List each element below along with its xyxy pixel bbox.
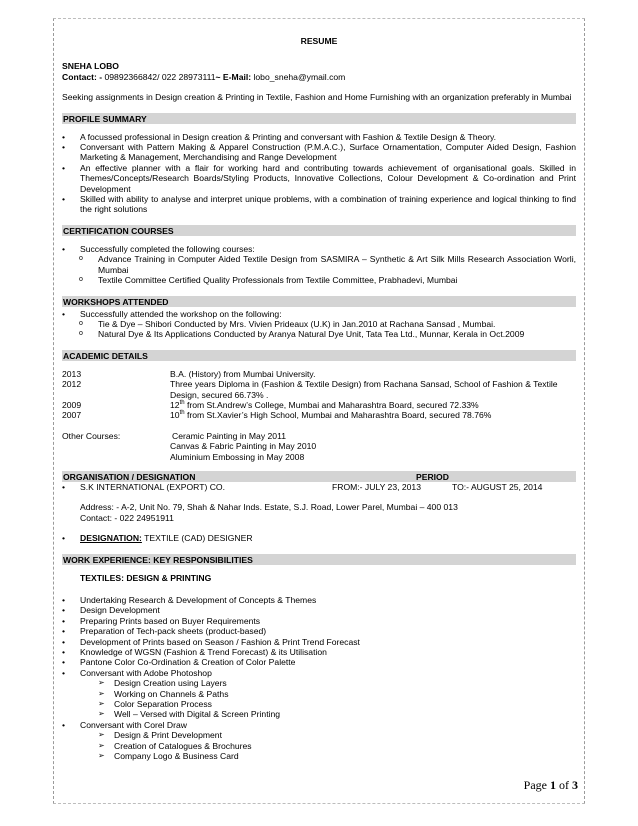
list-item: • Successfully completed the following courses: [62, 244, 576, 254]
sub-list-item: ➢ Design & Print Development [62, 730, 576, 740]
list-item: o Natural Dye & Its Applications Conducted by Aranya Natural Dye Unit, Tata Tea Ltd., Munnar, Kerala in Oct.2009 [62, 329, 576, 339]
organisation-entry: • S.K INTERNATIONAL (EXPORT) CO. FROM:- JULY 23, 2013 TO:- AUGUST 25, 2014 [62, 482, 576, 492]
profile-summary-heading: PROFILE SUMMARY [62, 113, 576, 124]
list-item: • An effective planner with a flair for working hard and contributing towards achievement of organisational goals. Skilled in Themes/Concepts/Research Boards/Styling Products, Innovative Collections, Colour Development & Co-ordination and Print Development [62, 163, 576, 194]
sub-list-item: ➢ Working on Channels & Paths [62, 689, 576, 699]
sub-list-item: ➢ Well – Versed with Digital & Screen Printing [62, 709, 576, 719]
workshops-heading: WORKSHOPS ATTENDED [62, 296, 576, 307]
academic-heading: ACADEMIC DETAILS [62, 350, 576, 361]
certification-list [62, 244, 576, 286]
objective: Seeking assignments in Design creation & Printing in Textile, Fashion and Home Furnishing with an organization preferably in Mumbai [62, 92, 572, 103]
list-item: • Knowledge of WGSN (Fashion & Trend Forecast) & its Utilisation [62, 647, 576, 657]
work-subheading: TEXTILES: DESIGN & PRINTING [80, 572, 212, 583]
profile-list [62, 132, 576, 215]
candidate-name: SNEHA LOBO [62, 61, 119, 72]
academic-row: 2007 10th from St.Xavier’s High School, Mumbai and Maharashtra Board, secured 78.76% [62, 410, 492, 421]
certification-heading: CERTIFICATION COURSES [62, 225, 576, 236]
list-item: • Conversant with Corel Draw [62, 720, 576, 730]
other-courses: Other Courses: Ceramic Painting in May 2011 Canvas & Fabric Painting in May 2010 Aluminium Embossing in May 2008 [62, 430, 317, 462]
list-item: • Pantone Color Co-Ordination & Creation of Color Palette [62, 657, 576, 667]
document-title: RESUME [300, 36, 338, 46]
contact-line: Contact: - 09892366842/ 022 28973111~ E-Mail: lobo_sneha@ymail.com [62, 71, 346, 82]
designation: • DESIGNATION: TEXTILE (CAD) DESIGNER [62, 533, 576, 543]
workshops-list [62, 309, 576, 340]
list-item: • Skilled with ability to analyse and interpret unique problems, with a combination of training experience and logical thinking to find the right solutions [62, 194, 576, 215]
sub-list-item: ➢ Company Logo & Business Card [62, 751, 576, 761]
list-item: • Preparation of Tech-pack sheets (product-based) [62, 626, 576, 636]
list-item: o Advance Training in Computer Aided Textile Design from SASMIRA – Synthetic & Art Silk Mills Research Association Worli, Mumbai [62, 254, 576, 275]
academic-table [62, 369, 576, 462]
list-item: • A focussed professional in Design creation & Printing and conversant with Fashion & Textile Design & Theory. [62, 132, 576, 142]
organisation-heading: ORGANISATION / DESIGNATION PERIOD [62, 471, 576, 482]
list-item: • Successfully attended the workshop on the following: [62, 309, 576, 319]
list-item: • Undertaking Research & Development of Concepts & Themes [62, 595, 576, 605]
list-item: • Development of Prints based on Season / Fashion & Print Trend Forecast [62, 637, 576, 647]
sub-list-item: ➢ Color Separation Process [62, 699, 576, 709]
work-list [62, 595, 576, 762]
organisation-address: Address: - A-2, Unit No. 79, Shah & Nahar Inds. Estate, S.J. Road, Lower Parel, Mumbai – 400 013 [80, 502, 458, 513]
email-link[interactable]: lobo_sneha@ymail.com [251, 71, 346, 82]
list-item: • Preparing Prints based on Buyer Requirements [62, 616, 576, 626]
list-item: o Textile Committee Certified Quality Professionals from Textile Committee, Prabhadevi, Mumbai [62, 275, 576, 285]
academic-row: 2013 B.A. (History) from Mumbai University. [62, 368, 316, 379]
sub-list-item: ➢ Design Creation using Layers [62, 678, 576, 688]
page-number: Page 1 of 3 [523, 778, 578, 792]
academic-row: 2012 Three years Diploma in (Fashion & Textile Design) from Rachana Sansad, School of Fashion & Textile Design, secured 66.73% . [62, 379, 558, 400]
sub-list-item: ➢ Creation of Catalogues & Brochures [62, 741, 576, 751]
organisation-contact: Contact: - 022 24951911 [80, 512, 174, 523]
academic-row: 2009 12th from St.Andrew’s College, Mumbai and Maharashtra Board, secured 72.33% [62, 399, 479, 410]
work-heading: WORK EXPERIENCE: KEY RESPONSIBILITIES [62, 554, 576, 565]
list-item: • Design Development [62, 605, 576, 615]
list-item: • Conversant with Pattern Making & Apparel Construction (P.M.A.C.), Surface Ornamentation, Computer Aided Design, Fashion Marketing & Management, Merchandising and Range Development [62, 142, 576, 163]
list-item: • Conversant with Adobe Photoshop [62, 668, 576, 678]
resume-content [62, 36, 576, 762]
list-item: o Tie & Dye – Shibori Conducted by Mrs. Vivien Prideaux (U.K) in Jan.2010 at Rachana Sansad , Mumbai. [62, 319, 576, 329]
